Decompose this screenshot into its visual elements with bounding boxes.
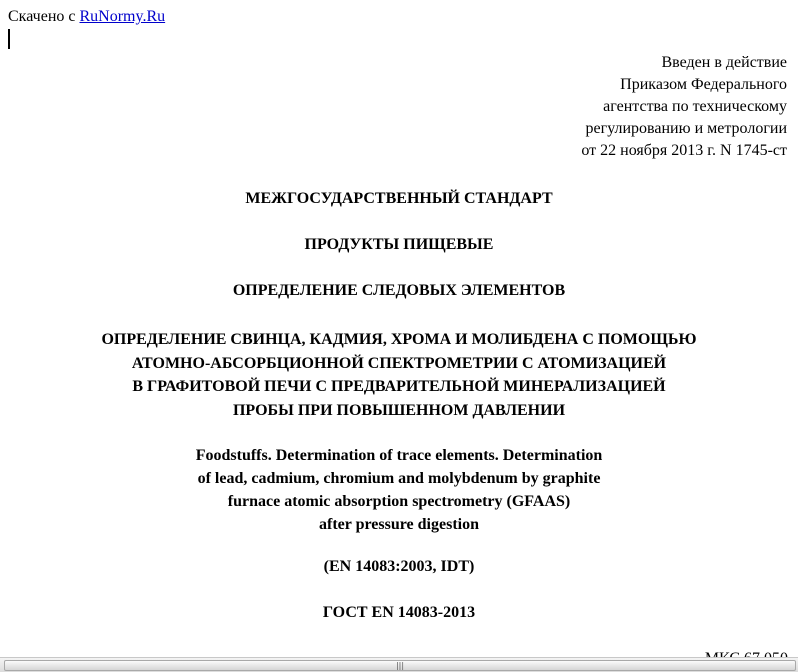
title-method-line: АТОМНО-АБСОРБЦИОННОЙ СПЕКТРОМЕТРИИ С АТОМИЗАЦИЕЙ (131, 354, 667, 372)
enactment-line: регулированию и метрологии (585, 120, 787, 137)
title-method-line: ОПРЕДЕЛЕНИЕ СВИНЦА, КАДМИЯ, ХРОМА И МОЛИБДЕНА С ПОМОЩЬЮ (101, 331, 697, 348)
enactment-line: Введен в действие (661, 54, 787, 71)
text-cursor (8, 29, 10, 49)
en-reference: (EN 14083:2003, IDT) (323, 558, 475, 575)
title-trace-elements: ОПРЕДЕЛЕНИЕ СЛЕДОВЫХ ЭЛЕМЕНТОВ (232, 282, 566, 299)
title-food-products: ПРОДУКТЫ ПИЩЕВЫЕ (304, 236, 494, 253)
source-prefix: Скачено с (8, 8, 76, 25)
standard-type-heading: МЕЖГОСУДАРСТВЕННЫЙ СТАНДАРТ (245, 190, 553, 207)
scrollbar-grip-icon: ||| (395, 661, 405, 670)
enactment-line: Приказом Федерального (620, 76, 787, 93)
title-method-line: ПРОБЫ ПРИ ПОВЫШЕННОМ ДАВЛЕНИИ (232, 401, 566, 419)
enactment-line: от 22 ноября 2013 г. N 1745-ст (581, 142, 787, 159)
title-method (0, 328, 798, 422)
english-title (0, 444, 798, 536)
english-title-line: of lead, cadmium, chromium and molybdenum by graphite (197, 470, 601, 487)
title-method-line: В ГРАФИТОВОЙ ПЕЧИ С ПРЕДВАРИТЕЛЬНОЙ МИНЕРАЛИЗАЦИЕЙ (132, 378, 666, 395)
english-title-line: Foodstuffs. Determination of trace elements. Determination (195, 447, 603, 464)
enactment-line: агентства по техническому (603, 98, 787, 115)
scrollbar-thumb[interactable] (4, 660, 796, 671)
english-title-line: furnace atomic absorption spectrometry (GFAAS) (227, 493, 571, 510)
horizontal-scrollbar[interactable] (0, 657, 798, 672)
english-title-line: after pressure digestion (319, 516, 479, 533)
enactment-note (581, 52, 787, 162)
source-note (8, 7, 165, 26)
runormy-link[interactable]: RuNormy.Ru (79, 8, 166, 25)
gost-code: ГОСТ EN 14083-2013 (322, 604, 476, 621)
